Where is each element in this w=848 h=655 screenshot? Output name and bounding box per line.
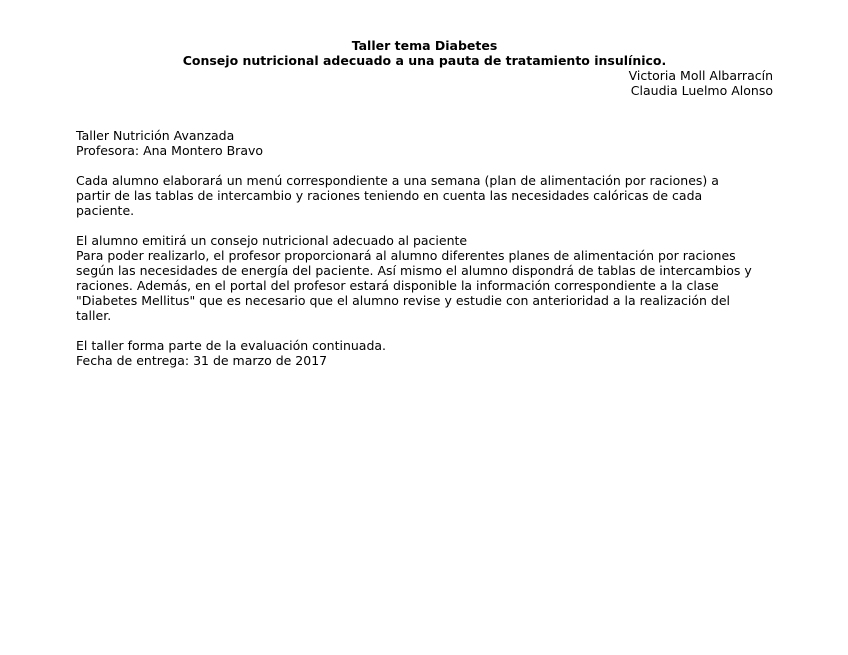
paragraph-gap bbox=[76, 158, 776, 173]
advice-line: según las necesidades de energía del paciente. Así mismo el alumno dispondrá de tablas de intercambios y bbox=[76, 263, 752, 278]
advice-paragraph bbox=[76, 233, 776, 323]
advice-heading: El alumno emitirá un consejo nutricional adecuado al paciente bbox=[76, 233, 468, 248]
title-block bbox=[76, 38, 773, 68]
task-paragraph bbox=[76, 173, 776, 218]
document-subtitle: Consejo nutricional adecuado a una pauta de tratamiento insulínico. bbox=[182, 53, 667, 68]
task-line: paciente. bbox=[76, 203, 135, 218]
task-line: partir de las tablas de intercambio y raciones teniendo en cuenta las necesidades calóricas de cada bbox=[76, 188, 703, 203]
advice-line: "Diabetes Mellitus" que es necesario que el alumno revise y estudie con anterioridad a la realización del bbox=[76, 293, 731, 308]
advice-line: raciones. Además, en el portal del profesor estará disponible la información correspondiente a la clase bbox=[76, 278, 719, 293]
author-name: Claudia Luelmo Alonso bbox=[630, 83, 773, 98]
evaluation-note: El taller forma parte de la evaluación continuada. bbox=[76, 338, 387, 353]
document-title: Taller tema Diabetes bbox=[351, 38, 498, 53]
advice-line: Para poder realizarlo, el profesor proporcionará al alumno diferentes planes de alimentación por raciones bbox=[76, 248, 736, 263]
author-name: Victoria Moll Albarracín bbox=[628, 68, 773, 83]
advice-line: taller. bbox=[76, 308, 112, 323]
task-line: Cada alumno elaborará un menú correspondiente a una semana (plan de alimentación por raciones) a bbox=[76, 173, 719, 188]
paragraph-gap bbox=[76, 323, 776, 338]
author-list bbox=[629, 68, 773, 98]
teacher-name: Profesora: Ana Montero Bravo bbox=[76, 143, 264, 158]
due-date: Fecha de entrega: 31 de marzo de 2017 bbox=[76, 353, 328, 368]
paragraph-gap bbox=[76, 218, 776, 233]
document-body bbox=[76, 128, 776, 368]
course-name: Taller Nutrición Avanzada bbox=[76, 128, 235, 143]
